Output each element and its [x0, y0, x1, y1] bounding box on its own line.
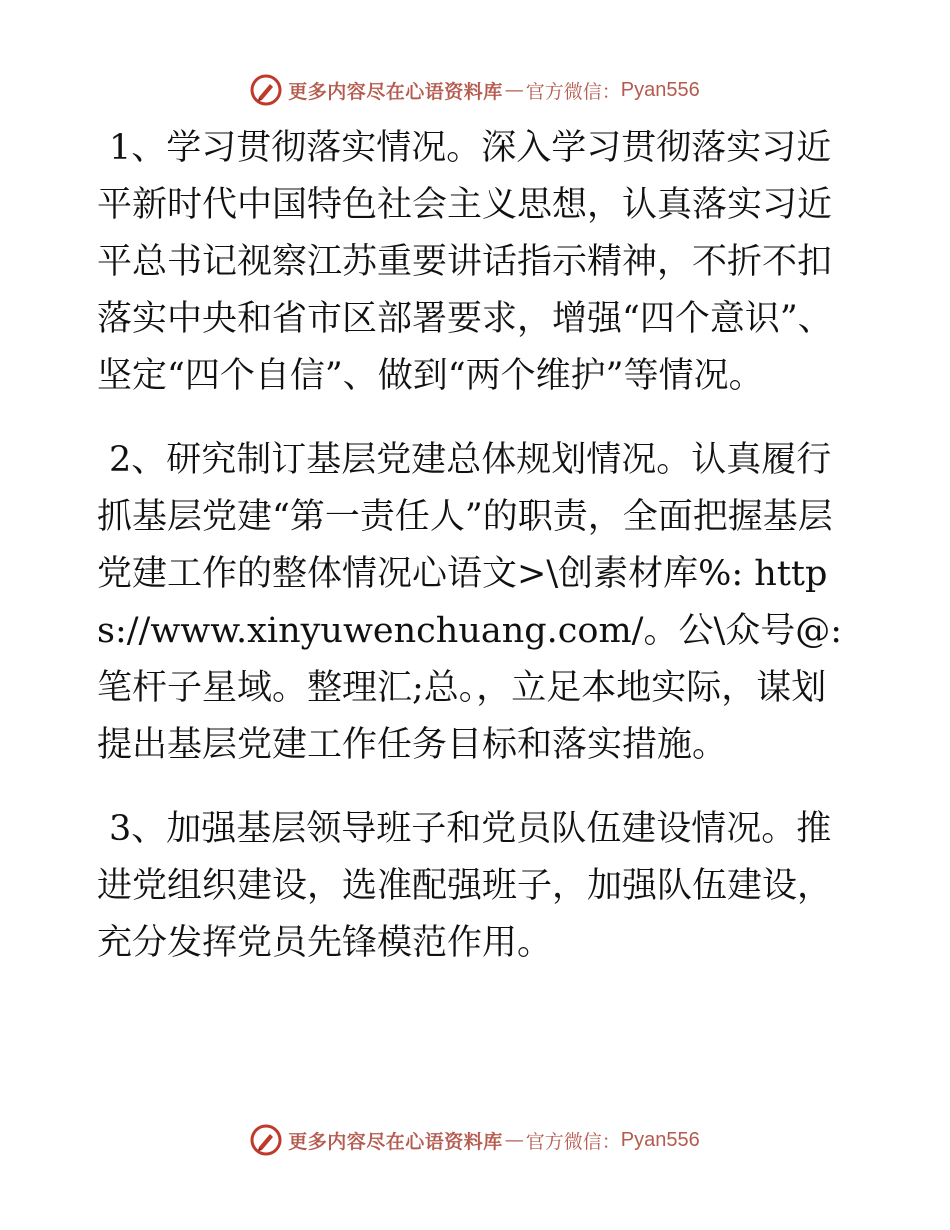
header-site-text: 更多内容尽在心语资料库 [288, 80, 503, 103]
paragraph-1-text: 1、学习贯彻落实情况。深入学习贯彻落实习近平新时代中国特色社会主义思想，认真落实习近平总书记视察江苏重要讲话指示精神，不折不扣落实中央和省市区部署要求，增强“四个意识”、坚定“四个自信”、做到“两个维护”等情况。 [97, 128, 833, 396]
footer-wechat-id: Pyan556 [620, 1128, 700, 1151]
pen-logo-icon [250, 74, 282, 106]
paragraph-1 [97, 120, 857, 405]
header-dash: — [504, 79, 524, 101]
paragraph-2-text: 2、研究制订基层党建总体规划情况。认真履行抓基层党建“第一责任人”的职责，全面把握基层党建工作的整体情况心语文>\创素材库%: https://www.xinyuwenchuang.com/。公\众号@: 笔杆子星域。整理汇;总。，立足本地实际，谋划提出基层党建工作任务目标和落实措施。 [97, 440, 843, 765]
document-body [97, 120, 857, 999]
header-wechat-label: 官方微信： [525, 80, 621, 103]
header-banner [0, 70, 950, 110]
footer-wechat-label: 官方微信： [525, 1130, 621, 1153]
header-wechat-id: Pyan556 [620, 78, 700, 101]
footer-dash: — [504, 1129, 524, 1151]
footer-banner [0, 1120, 950, 1160]
pen-logo-icon [250, 1124, 282, 1156]
paragraph-3 [97, 801, 857, 972]
paragraph-3-text: 3、加强基层领导班子和党员队伍建设情况。推进党组织建设，选准配强班子，加强队伍建设，充分发挥党员先锋模范作用。 [97, 809, 833, 963]
paragraph-2 [97, 432, 857, 774]
footer-site-text: 更多内容尽在心语资料库 [288, 1130, 503, 1153]
